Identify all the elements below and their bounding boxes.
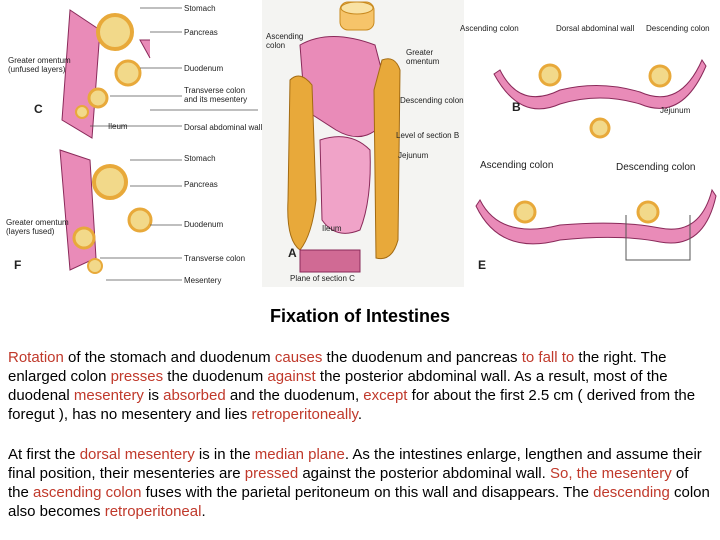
text-run: is in the bbox=[194, 446, 255, 463]
panel-letter-e: E bbox=[478, 258, 487, 272]
highlighted-term: mesentery bbox=[73, 387, 144, 404]
paragraph-2 bbox=[8, 445, 713, 521]
paragraph-1 bbox=[8, 348, 713, 424]
label-transverse-colon-f: Transverse colon bbox=[184, 254, 246, 263]
label-mesentery-f: Mesentery bbox=[184, 276, 222, 285]
text-run: and the duodenum, bbox=[225, 387, 364, 404]
highlighted-term: Rotation bbox=[8, 349, 64, 366]
descending-colon-shape bbox=[374, 59, 400, 259]
label-transverse-colon-c: Transverse colon and its mesentery bbox=[184, 86, 248, 104]
duodenum-section bbox=[116, 61, 140, 85]
text-run: . bbox=[201, 503, 206, 520]
ileum-section bbox=[76, 106, 88, 118]
text-run: colon also becomes bbox=[8, 484, 710, 520]
label-level-section-b: Level of section B bbox=[396, 131, 460, 140]
label-jejunum-b: Jejunum bbox=[660, 106, 691, 115]
panel-letter-c: C bbox=[34, 102, 43, 116]
text-run: the posterior abdominal wall. As a result, most of the duodenal bbox=[8, 368, 668, 404]
highlighted-term: absorbed bbox=[163, 387, 226, 404]
label-dorsal-wall-c: Dorsal abdominal wall bbox=[184, 123, 263, 132]
label-descending-colon-b: Descending colon bbox=[646, 24, 710, 33]
label-greater-omentum-f: Greater omentum (layers fused) bbox=[6, 218, 69, 236]
text-run: . As the intestines enlarge, lengthen and assume their final position, their mesenteries are bbox=[8, 446, 702, 482]
label-plane-section-c: Plane of section C bbox=[290, 274, 355, 283]
label-duodenum-c: Duodenum bbox=[184, 64, 224, 73]
text-run: the right. The enlarged colon bbox=[8, 349, 667, 385]
label-descending-colon-a: Descending colon bbox=[400, 96, 464, 105]
highlighted-term: retroperitoneally bbox=[251, 406, 358, 423]
label-ascending-colon-e: Ascending colon bbox=[480, 160, 554, 171]
text-run: for about the first 2.5 cm ( derived from the foregut ), has no mesentery and lies bbox=[8, 387, 696, 423]
panel-letter-f: F bbox=[14, 258, 22, 272]
label-stomach-c: Stomach bbox=[184, 4, 216, 13]
colon-section bbox=[89, 89, 107, 107]
label-ascending-colon-b: Ascending colon bbox=[460, 24, 519, 33]
highlighted-term: So, the mesentery bbox=[549, 465, 672, 482]
text-run: of the bbox=[8, 465, 689, 501]
label-pancreas-f: Pancreas bbox=[184, 180, 218, 189]
text-run: fuses with the parietal peritoneum on this wall and disappears. The bbox=[141, 484, 594, 501]
highlighted-term: causes bbox=[274, 349, 323, 366]
label-dorsal-wall-b: Dorsal abdominal wall bbox=[556, 24, 635, 33]
label-ileum-a: Ileum bbox=[322, 224, 342, 233]
text-run: of the stomach and duodenum bbox=[63, 349, 275, 366]
panel-letter-b: B bbox=[512, 100, 521, 114]
highlighted-term: descending bbox=[593, 484, 670, 501]
highlighted-term: except bbox=[363, 387, 408, 404]
label-ascending-colon-a: Ascending colon bbox=[266, 32, 304, 50]
text-run: . bbox=[357, 406, 363, 423]
highlighted-term: dorsal mesentery bbox=[79, 446, 195, 463]
highlighted-term: ascending colon bbox=[33, 484, 142, 501]
highlighted-term: presses bbox=[110, 368, 164, 385]
label-greater-omentum-a: Greater omentum bbox=[406, 48, 440, 66]
text-run: At first the bbox=[8, 446, 80, 463]
text-run: the duodenum bbox=[163, 368, 268, 385]
ascending-colon-shape bbox=[288, 76, 316, 250]
label-jejunum-a: Jejunum bbox=[398, 151, 429, 160]
highlighted-term: pressed bbox=[244, 465, 299, 482]
text-run: is bbox=[143, 387, 164, 404]
text-run: against the posterior abdominal wall. bbox=[298, 465, 550, 482]
highlighted-term: against bbox=[267, 368, 316, 385]
label-ileum-c: Ileum bbox=[108, 122, 128, 131]
stomach-section bbox=[98, 15, 132, 49]
highlighted-term: median plane bbox=[254, 446, 345, 463]
label-stomach-f: Stomach bbox=[184, 154, 216, 163]
label-greater-omentum-c: Greater omentum (unfused layers) bbox=[8, 56, 71, 74]
text-run: the duodenum and pancreas bbox=[322, 349, 522, 366]
highlighted-term: to fall to bbox=[521, 349, 575, 366]
label-duodenum-f: Duodenum bbox=[184, 220, 224, 229]
label-descending-colon-e: Descending colon bbox=[616, 162, 696, 173]
label-pancreas-c: Pancreas bbox=[184, 28, 218, 37]
highlighted-term: retroperitoneal bbox=[104, 503, 202, 520]
figure-caption: Fixation of Intestines bbox=[269, 306, 451, 326]
panel-letter-a: A bbox=[288, 246, 297, 260]
